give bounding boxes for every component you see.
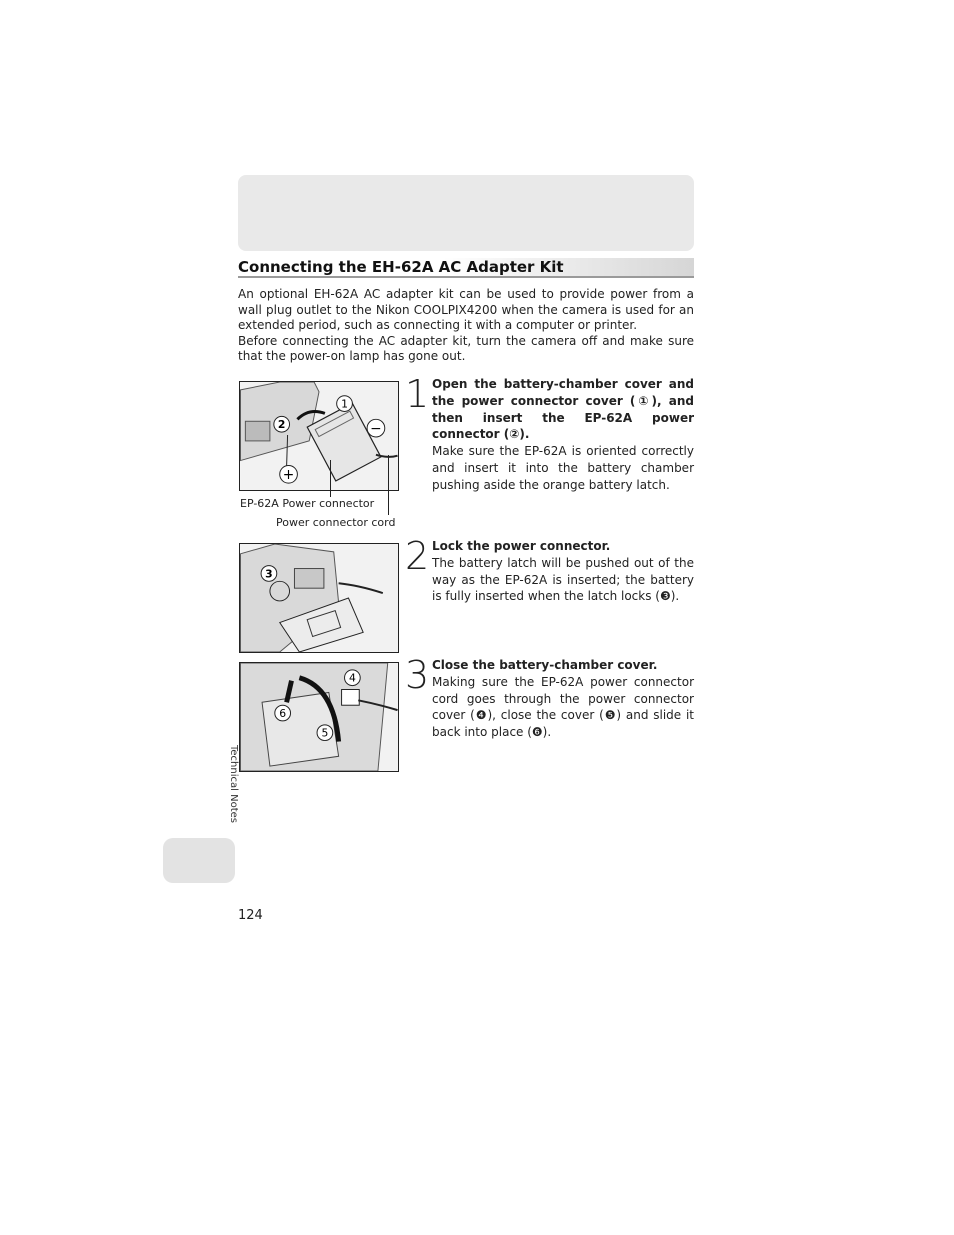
side-section-label [228, 745, 242, 835]
intro-text [238, 287, 694, 365]
section-heading-bar [238, 258, 694, 278]
step-1-number: 1 [405, 372, 430, 416]
marker-2: 2 [277, 418, 286, 432]
side-label-text: Technical Notes [228, 745, 239, 823]
label-ep62a-connector: EP-62A Power connector [240, 497, 375, 510]
figure-close-cover [239, 662, 399, 772]
step-2-number: 2 [405, 534, 430, 578]
intro-paragraph-2: Before connecting the AC adapter kit, turn the camera off and make sure that the power-on lamp has gone out. [238, 333, 694, 364]
camera-illustration-1 [240, 382, 398, 490]
step-1-heading: Open the battery-chamber cover and the power connector cover (①), and then insert the EP-62A power connector (②). [432, 377, 694, 442]
marker-1: 1 [341, 397, 348, 411]
callout-line-cord [388, 455, 389, 515]
marker-6: 6 [279, 707, 287, 720]
step-1-body: Make sure the EP-62A is oriented correctly and insert it into the battery chamber pushing aside the orange battery latch. [432, 444, 694, 492]
step-1-text [432, 376, 694, 494]
step-2-heading: Lock the power connector. [432, 539, 611, 553]
page-number: 124 [238, 908, 263, 923]
step-2-body: The battery latch will be pushed out of the way as the EP-62A is inserted; the battery is fully inserted when the latch locks (❸). [432, 555, 694, 604]
header-banner [238, 175, 694, 251]
step-3-heading: Close the battery-chamber cover. [432, 658, 658, 672]
camera-illustration-2 [240, 544, 398, 652]
step-2-text [432, 538, 694, 605]
label-power-cord: Power connector cord [276, 516, 396, 529]
camera-illustration-3 [240, 663, 398, 771]
step-3-number: 3 [405, 653, 430, 697]
step-3-body: Making sure the EP-62A power connector cord goes through the power connector cover (❹), close the cover (❺) and slide it back into place (❻). [432, 674, 694, 740]
figure-insert-connector [239, 381, 399, 491]
figure-lock-connector [239, 543, 399, 653]
marker-3: 3 [265, 567, 273, 581]
plus-symbol: + [282, 467, 295, 484]
minus-symbol: − [370, 421, 382, 438]
side-tab-marker [163, 838, 235, 883]
step-3-text [432, 657, 694, 741]
marker-5: 5 [321, 726, 329, 740]
marker-4: 4 [348, 671, 356, 685]
callout-line-connector [330, 460, 331, 497]
intro-paragraph-1: An optional EH-62A AC adapter kit can be used to provide power from a wall plug outlet to the Nikon COOLPIX4200 when the camera is used for an extended period, such as connecting it with a computer or printer. [238, 287, 694, 333]
section-title: Connecting the EH-62A AC Adapter Kit [238, 258, 564, 276]
